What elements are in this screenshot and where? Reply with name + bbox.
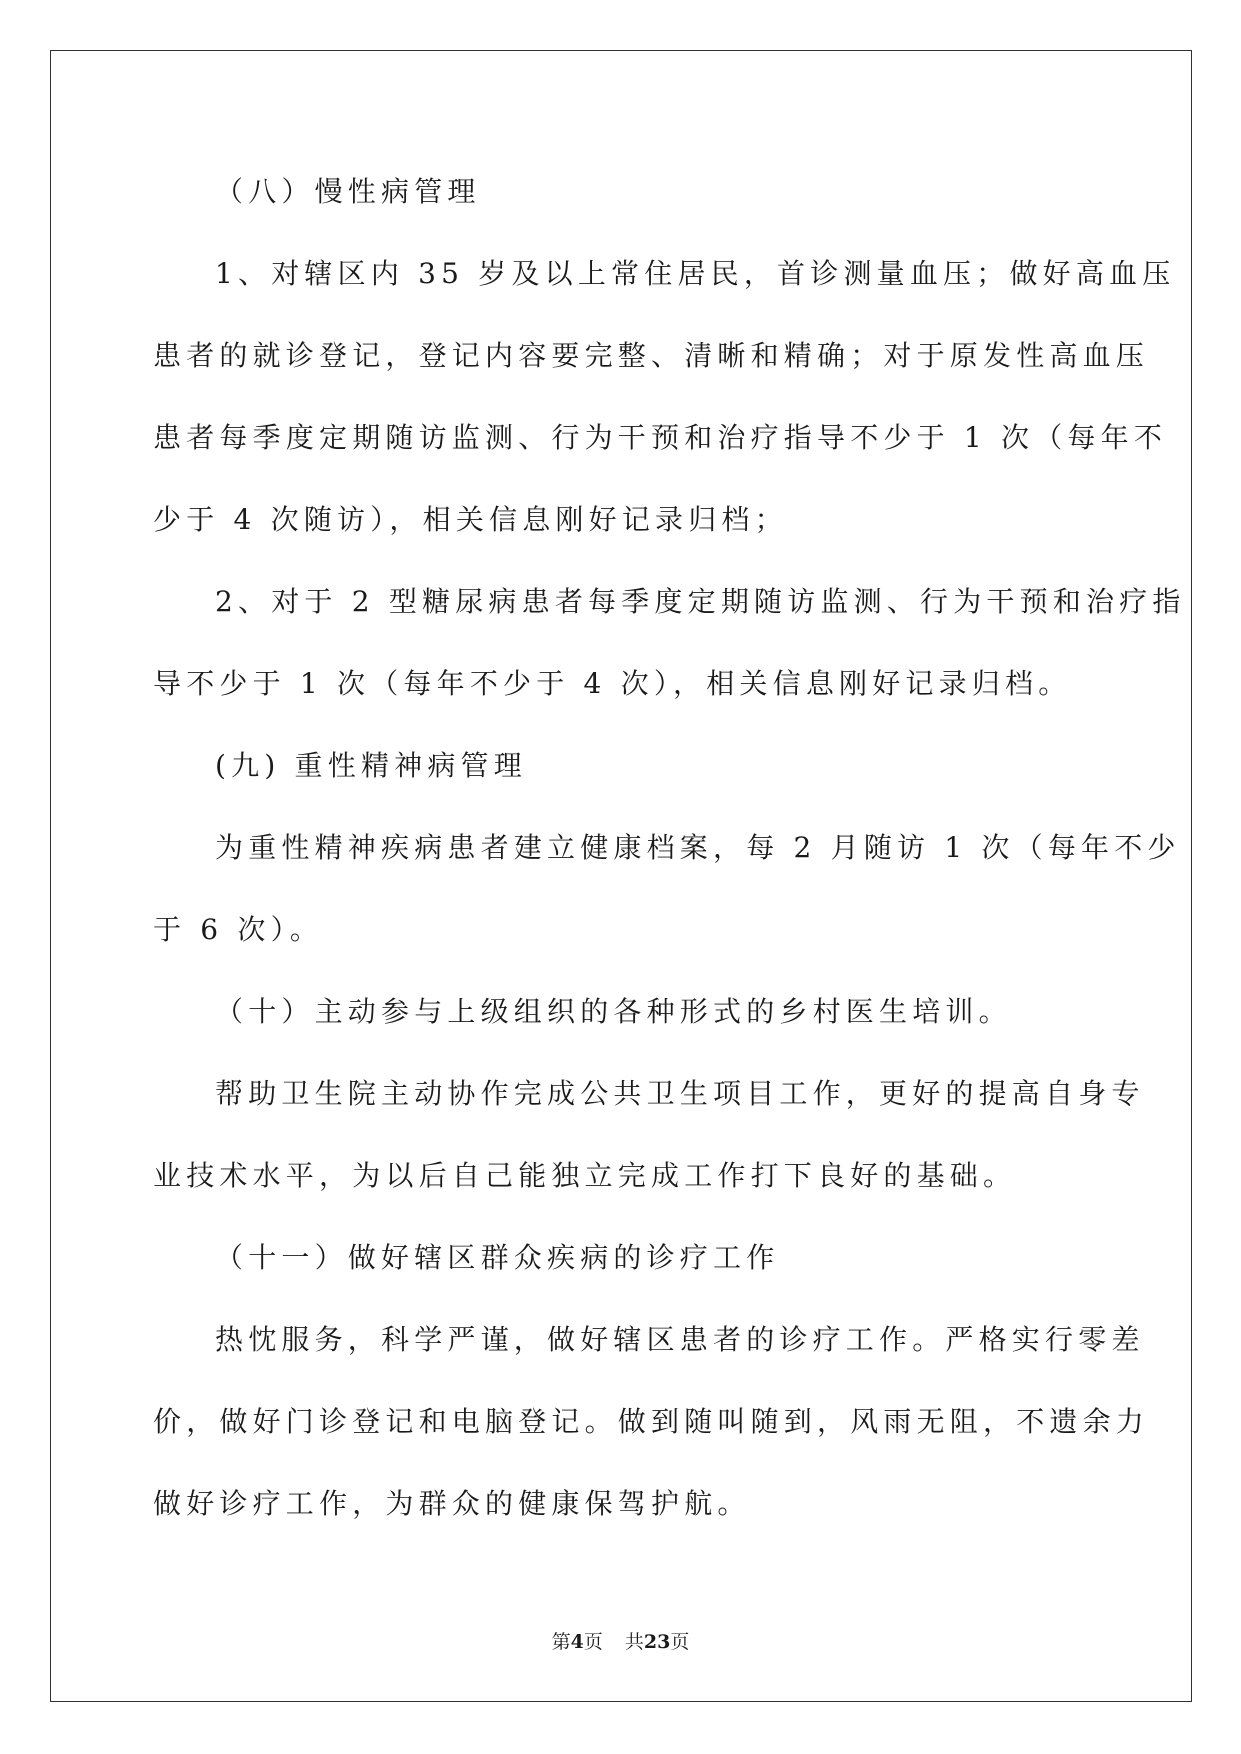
line-6: 导不少于 1 次（每年不少于 4 次），相关信息刚好记录归档。 [153,667,1072,700]
page-prefix: 第 [551,1631,571,1653]
line-10: （十）主动参与上级组织的各种形式的乡村医生培训。 [215,995,1012,1028]
line-4: 少于 4 次随访），相关信息刚好记录归档； [153,503,788,536]
total-prefix: 共 [624,1631,644,1653]
line-7: (九) 重性精神病管理 [215,749,527,782]
line-2: 患者的就诊登记，登记内容要完整、清晰和精确；对于原发性高血压 [153,339,1150,372]
line-13: （十一）做好辖区群众疾病的诊疗工作 [215,1241,780,1274]
total-suffix: 页 [670,1631,690,1653]
document-body [153,160,1186,1554]
page-number: 4 [570,1631,584,1653]
line-0: （八）慢性病管理 [215,175,481,208]
line-14: 热忱服务，科学严谨，做好辖区患者的诊疗工作。严格实行零差 [215,1323,1145,1356]
total-pages: 23 [643,1631,671,1653]
line-1: 1、对辖区内 35 岁及以上常住居民，首诊测量血压；做好高血压 [215,257,1176,290]
page-footer [0,1627,1241,1654]
line-9: 于 6 次）。 [153,913,324,946]
line-3: 患者每季度定期随访监测、行为干预和治疗指导不少于 1 次（每年不 [153,421,1168,454]
page-suffix: 页 [583,1631,603,1653]
line-15: 价，做好门诊登记和电脑登记。做到随叫随到，风雨无阻，不遗余力 [153,1405,1150,1438]
line-8: 为重性精神疾病患者建立健康档案，每 2 月随访 1 次（每年不少 [215,831,1181,864]
line-16: 做好诊疗工作，为群众的健康保驾护航。 [153,1487,751,1520]
line-5: 2、对于 2 型糖尿病患者每季度定期随访监测、行为干预和治疗指 [215,585,1186,618]
line-11: 帮助卫生院主动协作完成公共卫生项目工作，更好的提高自身专 [215,1077,1145,1110]
line-12: 业技术水平，为以后自己能独立完成工作打下良好的基础。 [153,1159,1017,1192]
